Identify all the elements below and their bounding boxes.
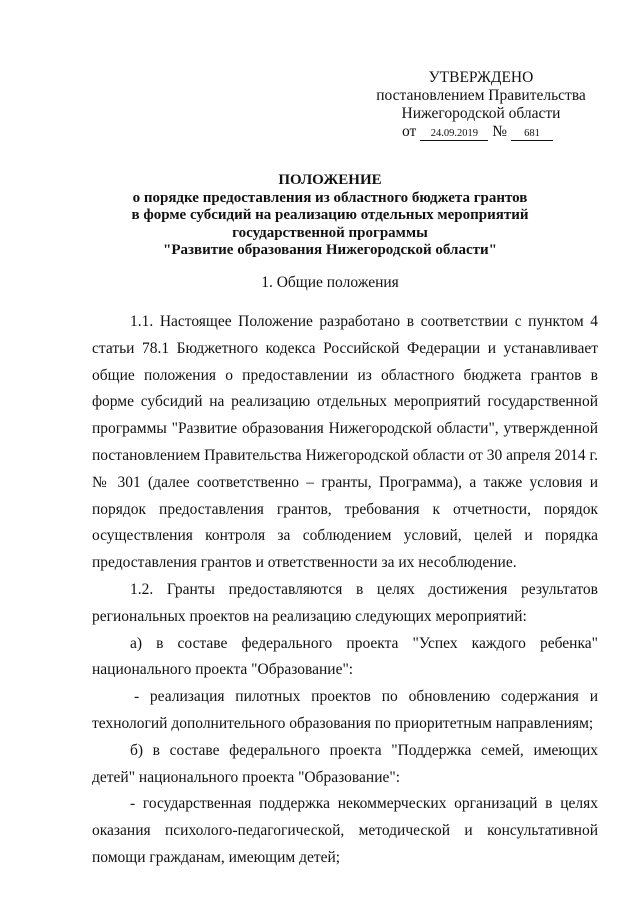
number-sign: № [492, 123, 507, 140]
title-line-2: о порядке предоставления из областного бюджета грантов [132, 189, 528, 206]
title-line-5: "Развитие образования Нижегородской области" [163, 242, 497, 258]
section-heading: 1. Общие положения [261, 274, 399, 291]
approval-date: 24.09.2019 [420, 127, 488, 141]
title-line-1: ПОЛОЖЕНИЕ [278, 172, 382, 188]
paragraph-item-b: б) в составе федерального проекта "Поддержка семей, имеющих детей" национального проекта "Образование": [92, 741, 598, 786]
approval-stamp [372, 69, 590, 141]
paragraph-1-2: 1.2. Гранты предоставляются в целях достижения результатов региональных проектов на реализацию следующих мероприятий: [92, 580, 598, 625]
paragraph-item-b-dash: - государственная поддержка некоммерческих организаций в целях оказания психолого-педагогической, методической и консультативной помощи гражданам, имеющим детей; [92, 795, 598, 866]
document-body [92, 309, 598, 872]
date-prefix: от [402, 123, 417, 140]
approval-region: Нижегородской области [401, 105, 561, 122]
paragraph-1-1: 1.1. Настоящее Положение разработано в соответствии с пунктом 4 статьи 78.1 Бюджетного кодекса Российской Федерации и устанавливает общие положения о предоставлении из областного бюджета грантов в форме субсидий на реализацию отдельных мероприятий государственной программы "Развитие образования Нижегородской области", утвержденной постановлением Правительства Нижегородской области от 30 апреля 2014 г. № 301 (далее соответственно – гранты, Программа), а также условия и порядок предоставления грантов, требования к отчетности, порядок осуществления контроля за соблюдением условий, целей и порядка предоставления грантов и ответственности за их несоблюдение. [92, 313, 598, 572]
document-title [60, 172, 600, 260]
approval-date-line [372, 123, 590, 141]
approval-heading: УТВЕРЖДЕНО [428, 69, 534, 86]
approval-number: 681 [511, 127, 553, 141]
paragraph-item-a: а) в составе федерального проекта "Успех каждого ребенка" национального проекта "Образование": [92, 634, 598, 679]
title-line-3: в форме субсидий на реализацию отдельных мероприятий [131, 207, 529, 223]
title-line-4: государственной программы [232, 224, 428, 241]
approval-issuer: постановлением Правительства [376, 87, 586, 104]
paragraph-item-a-dash: - реализация пилотных проектов по обновлению содержания и технологий дополнительного образования по приоритетным направлениям; [92, 688, 598, 732]
